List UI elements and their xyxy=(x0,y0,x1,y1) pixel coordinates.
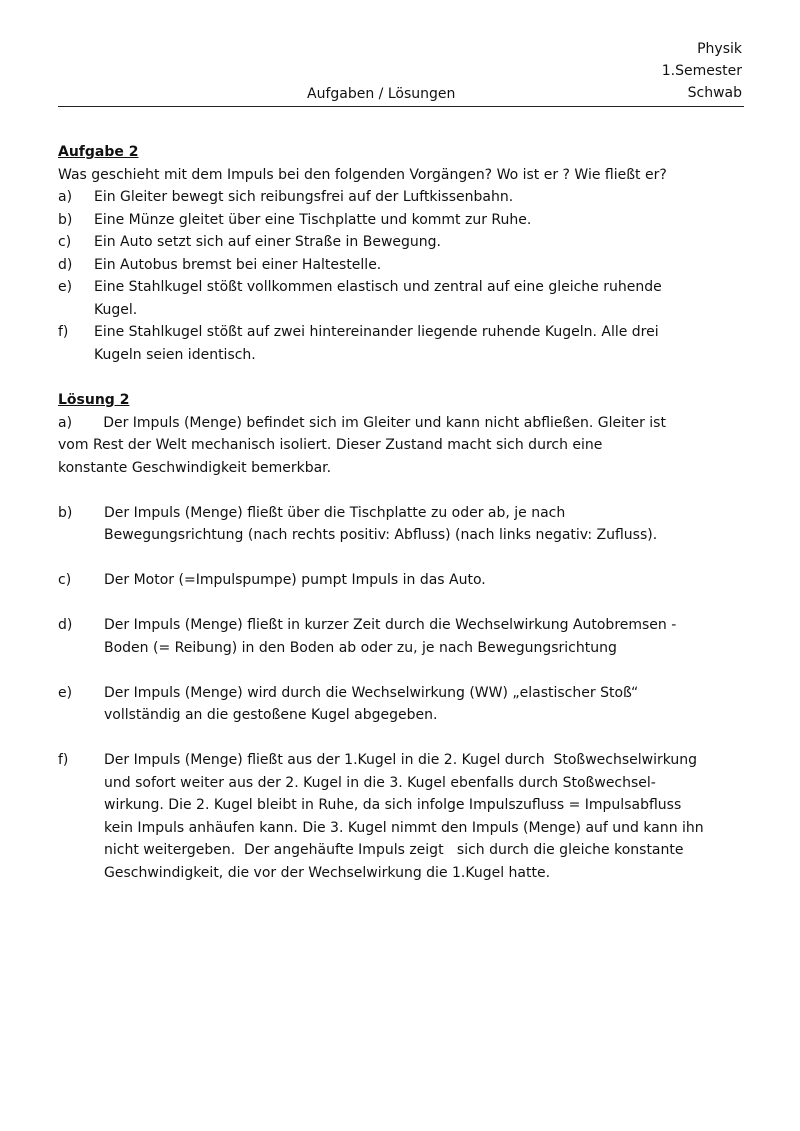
solution-item-label: e) xyxy=(58,684,73,701)
task-item-label: f) xyxy=(58,324,69,340)
solution-item-text: Der Motor (=Impulspumpe) pumpt Impuls in das Auto. xyxy=(104,572,486,588)
solution-item xyxy=(58,614,748,659)
task-section xyxy=(58,141,748,366)
task-item-label: b) xyxy=(58,211,73,228)
task-item xyxy=(58,186,748,209)
task-item-text: Ein Auto setzt sich auf einer Straße in Bewegung. xyxy=(94,234,441,250)
task-item-label: c) xyxy=(58,234,72,250)
header-subject: Physik xyxy=(697,41,742,57)
task-item-text: Ein Autobus bremst bei einer Haltestelle. xyxy=(94,256,382,273)
task-question: Was geschieht mit dem Impuls bei den folgenden Vorgängen? Wo ist er ? Wie fließt er? xyxy=(58,166,667,183)
task-item xyxy=(58,209,748,232)
header-title: Aufgaben / Lösungen xyxy=(307,86,456,102)
task-item-text: Ein Gleiter bewegt sich reibungsfrei auf der Luftkissenbahn. xyxy=(94,189,514,205)
task-item xyxy=(58,276,748,321)
solution-item xyxy=(58,682,748,727)
task-item xyxy=(58,231,748,254)
solution-item xyxy=(58,502,748,547)
task-item-text: Eine Münze gleitet über eine Tischplatte und kommt zur Ruhe. xyxy=(94,211,532,228)
task-item-text: Eine Stahlkugel stößt auf zwei hintereinander liegende ruhende Kugeln. Alle drei Kugeln seien identisch. xyxy=(94,324,659,363)
task-heading: Aufgabe 2 xyxy=(58,144,139,160)
solution-item-label: c) xyxy=(58,572,72,588)
solution-item-text: Der Impuls (Menge) fließt aus der 1.Kugel in die 2. Kugel durch Stoßwechselwirkung und sofort weiter aus der 2. Kugel in die 3. Kugel ebenfalls durch Stoßwechsel- wirkung. Die 2. Kugel bleibt in Ruhe, da sich infolge Impulszufluss = Impulsabfluss kein Impuls anhäufen kann. Die 3. Kugel nimmt den Impuls (Menge) auf und kann ihn nicht weitergeben. Der angehäufte Impuls zeigt sich durch die gleiche konstante Geschwindigkeit, die vor der Wechselwirkung die 1.Kugel hatte. xyxy=(104,752,704,881)
solution-item-label: f) xyxy=(58,752,69,768)
solution-heading: Lösung 2 xyxy=(58,392,130,408)
task-item-label: d) xyxy=(58,256,73,273)
solution-item xyxy=(58,749,748,884)
solution-item-text: Der Impuls (Menge) wird durch die Wechselwirkung (WW) „elastischer Stoß“ vollständig an die gestoßene Kugel abgegeben. xyxy=(104,684,639,723)
header-semester: 1.Semester xyxy=(661,63,742,79)
header-divider xyxy=(58,106,744,107)
task-item-label: e) xyxy=(58,279,73,295)
solution-item-text: Der Impuls (Menge) fließt über die Tischplatte zu oder ab, je nach Bewegungsrichtung (nach rechts positiv: Abfluss) (nach links negativ: Zufluss). xyxy=(104,504,658,543)
task-item xyxy=(58,254,748,277)
solution-section xyxy=(58,389,748,884)
solution-item-text: Der Impuls (Menge) fließt in kurzer Zeit durch die Wechselwirkung Autobremsen - Boden (= Reibung) in den Boden ab oder zu, je nach Bewegungsrichtung xyxy=(104,617,677,656)
solution-item-label: b) xyxy=(58,504,73,521)
header-info xyxy=(662,38,742,104)
header-author: Schwab xyxy=(687,85,742,101)
task-item xyxy=(58,321,748,366)
solution-item-a: a) Der Impuls (Menge) befindet sich im Gleiter und kann nicht abfließen. Gleiter ist vom Rest der Welt mechanisch isoliert. Dieser Zustand macht sich durch eine konstante Geschwindigkeit bemerkbar. xyxy=(58,414,666,476)
task-item-text: Eine Stahlkugel stößt vollkommen elastisch und zentral auf eine gleiche ruhende Kugel. xyxy=(94,279,662,318)
solution-item-label: d) xyxy=(58,617,73,633)
task-item-label: a) xyxy=(58,189,73,205)
solution-item xyxy=(58,569,748,592)
